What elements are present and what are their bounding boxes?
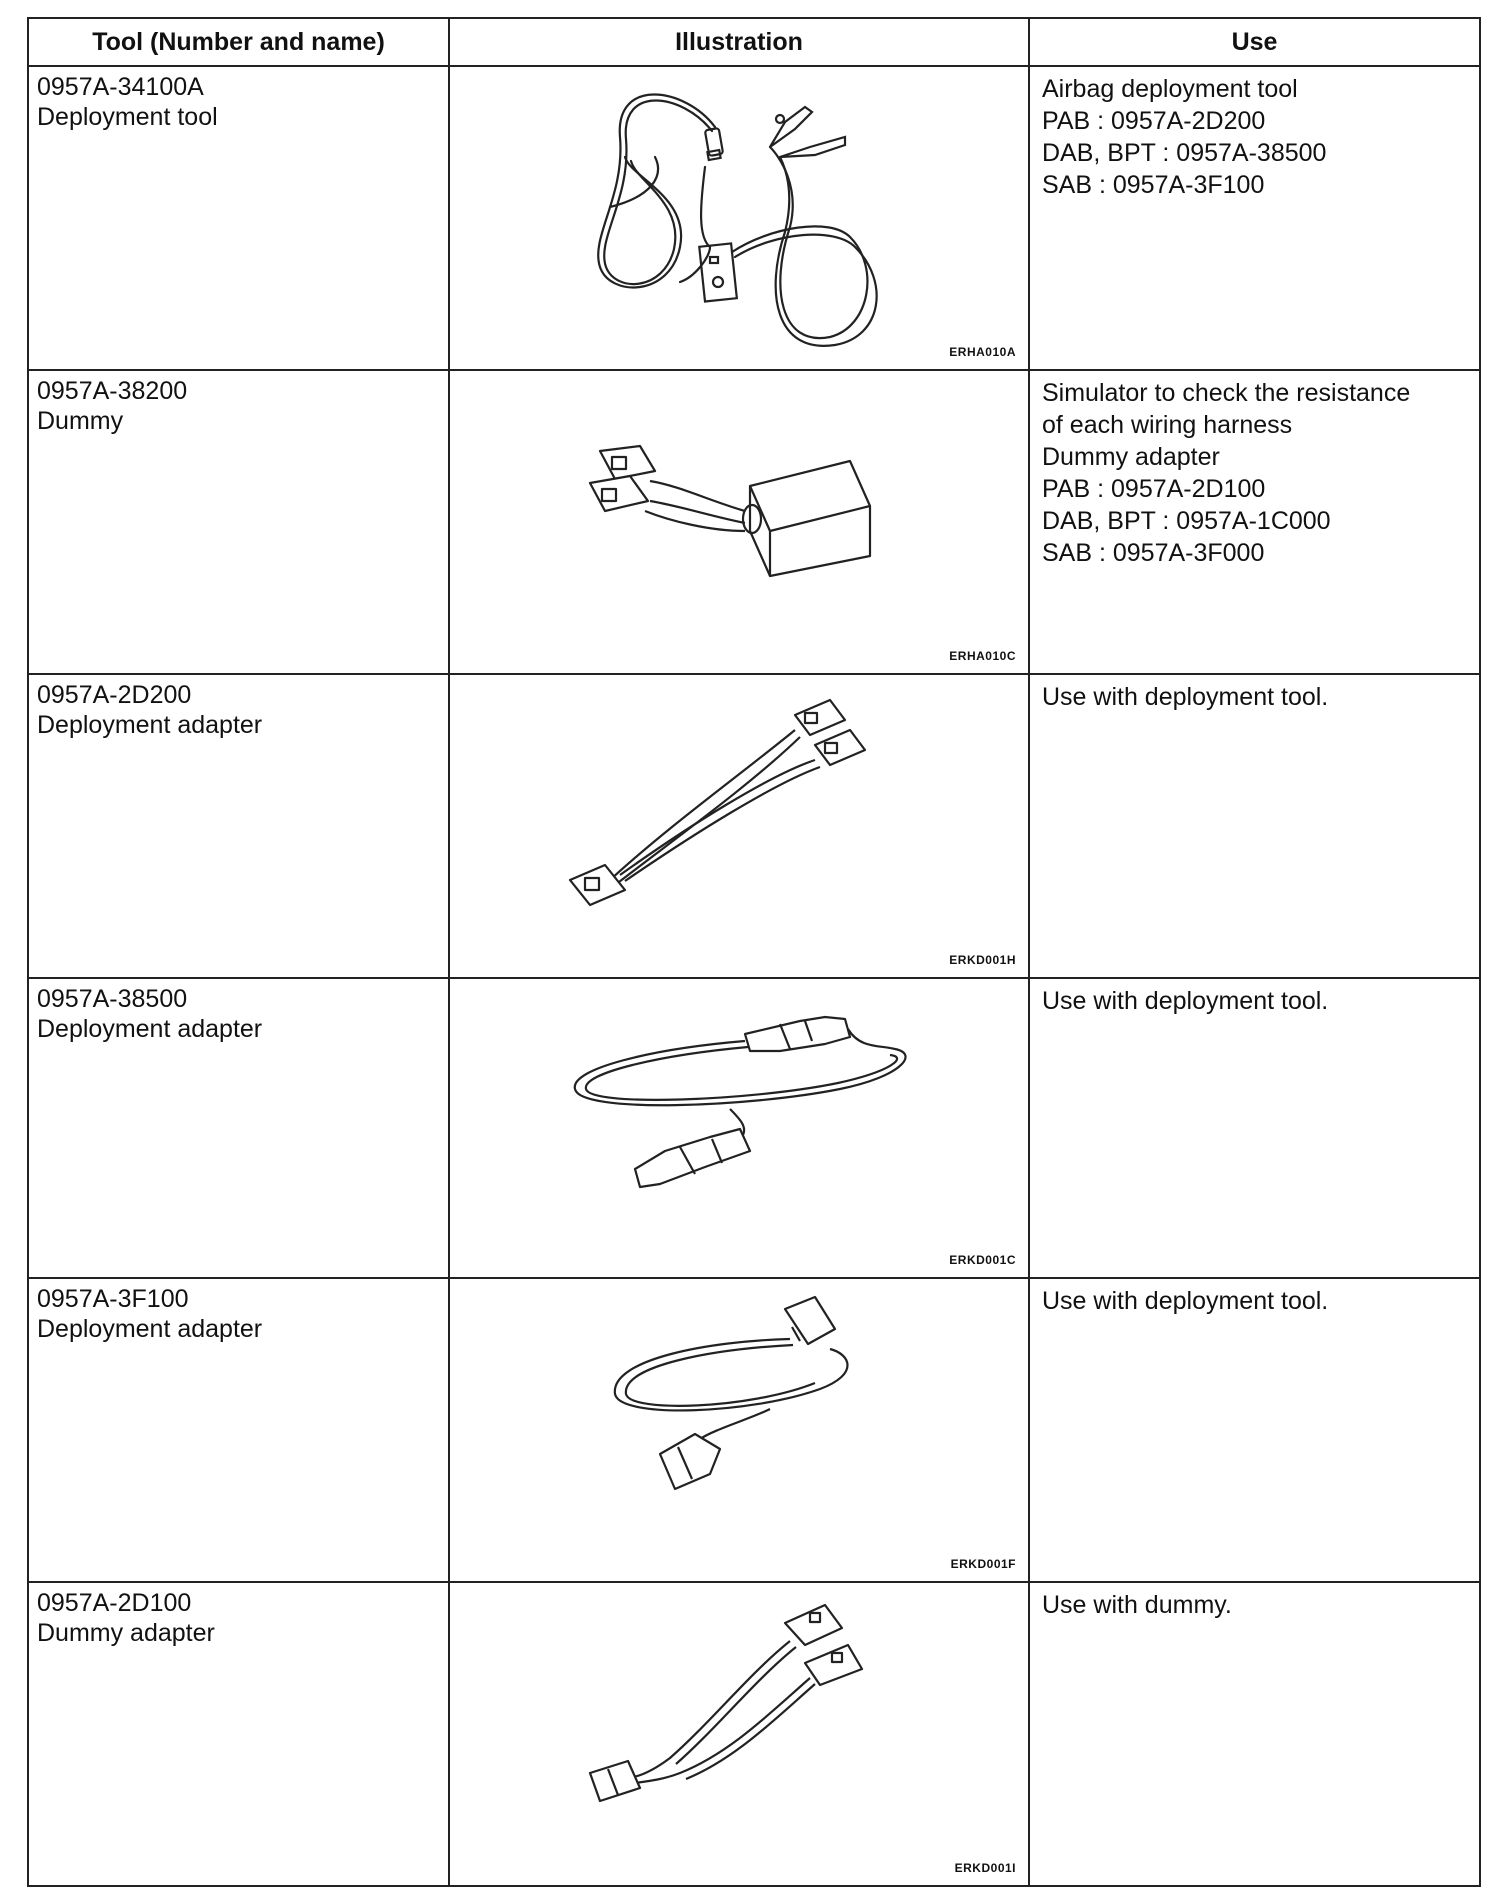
tool-cell — [28, 1278, 449, 1582]
deployment-tool-illustration — [450, 67, 1030, 357]
illustration-cell — [449, 66, 1029, 370]
tool-name: Deployment adapter — [37, 711, 263, 739]
use-line: Airbag deployment tool — [1042, 75, 1298, 103]
table-row — [28, 1582, 1480, 1886]
image-code: ERHA010A — [949, 345, 1016, 359]
table-row — [28, 370, 1480, 674]
header-row — [28, 18, 1480, 66]
table-row — [28, 1278, 1480, 1582]
tool-number: 0957A-38500 — [37, 985, 188, 1013]
use-line: DAB, BPT : 0957A-38500 — [1042, 139, 1327, 167]
special-tools-table — [27, 17, 1481, 1887]
image-code: ERKD001I — [954, 1861, 1016, 1875]
deployment-adapter-illustration — [450, 1279, 1030, 1569]
header-use: Use — [1029, 18, 1480, 66]
use-line: Use with deployment tool. — [1042, 987, 1329, 1015]
use-cell — [1029, 1582, 1480, 1886]
tool-number: 0957A-2D100 — [37, 1589, 192, 1617]
tool-name: Dummy adapter — [37, 1619, 215, 1647]
dummy-illustration — [450, 371, 1030, 661]
use-line: Use with deployment tool. — [1042, 683, 1329, 711]
tool-cell — [28, 370, 449, 674]
image-code: ERHA010C — [949, 649, 1016, 663]
illustration-cell — [449, 978, 1029, 1278]
illustration-cell — [449, 1582, 1029, 1886]
illustration-cell — [449, 370, 1029, 674]
tool-name: Dummy — [37, 407, 124, 435]
use-cell — [1029, 674, 1480, 978]
image-code: ERKD001H — [949, 953, 1016, 967]
illustration-cell — [449, 1278, 1029, 1582]
tool-cell — [28, 674, 449, 978]
use-line: SAB : 0957A-3F100 — [1042, 171, 1265, 199]
deployment-adapter-illustration — [450, 675, 1030, 965]
deployment-adapter-illustration — [450, 979, 1030, 1269]
use-cell — [1029, 1278, 1480, 1582]
image-code: ERKD001F — [950, 1557, 1016, 1571]
use-line: DAB, BPT : 0957A-1C000 — [1042, 507, 1331, 535]
use-line: PAB : 0957A-2D100 — [1042, 475, 1266, 503]
tool-name: Deployment adapter — [37, 1315, 263, 1343]
use-line: SAB : 0957A-3F000 — [1042, 539, 1265, 567]
illustration-cell — [449, 674, 1029, 978]
use-line: Use with deployment tool. — [1042, 1287, 1329, 1315]
tool-cell — [28, 66, 449, 370]
tool-number: 0957A-34100A — [37, 73, 204, 101]
tool-number: 0957A-38200 — [37, 377, 188, 405]
tool-cell — [28, 1582, 449, 1886]
tool-cell — [28, 978, 449, 1278]
table-row — [28, 978, 1480, 1278]
header-tool: Tool (Number and name) — [28, 18, 449, 66]
table-row — [28, 66, 1480, 370]
use-line: Use with dummy. — [1042, 1591, 1232, 1619]
use-line: PAB : 0957A-2D200 — [1042, 107, 1266, 135]
image-code: ERKD001C — [949, 1253, 1016, 1267]
use-line: Dummy adapter — [1042, 443, 1220, 471]
table-row — [28, 674, 1480, 978]
tool-name: Deployment tool — [37, 103, 218, 131]
tool-number: 0957A-3F100 — [37, 1285, 189, 1313]
use-line: of each wiring harness — [1042, 411, 1293, 439]
use-cell — [1029, 66, 1480, 370]
use-cell — [1029, 370, 1480, 674]
dummy-adapter-illustration — [450, 1583, 1030, 1873]
use-cell — [1029, 978, 1480, 1278]
use-line: Simulator to check the resistance — [1042, 379, 1411, 407]
header-illustration: Illustration — [449, 18, 1029, 66]
tool-name: Deployment adapter — [37, 1015, 263, 1043]
tool-number: 0957A-2D200 — [37, 681, 192, 709]
